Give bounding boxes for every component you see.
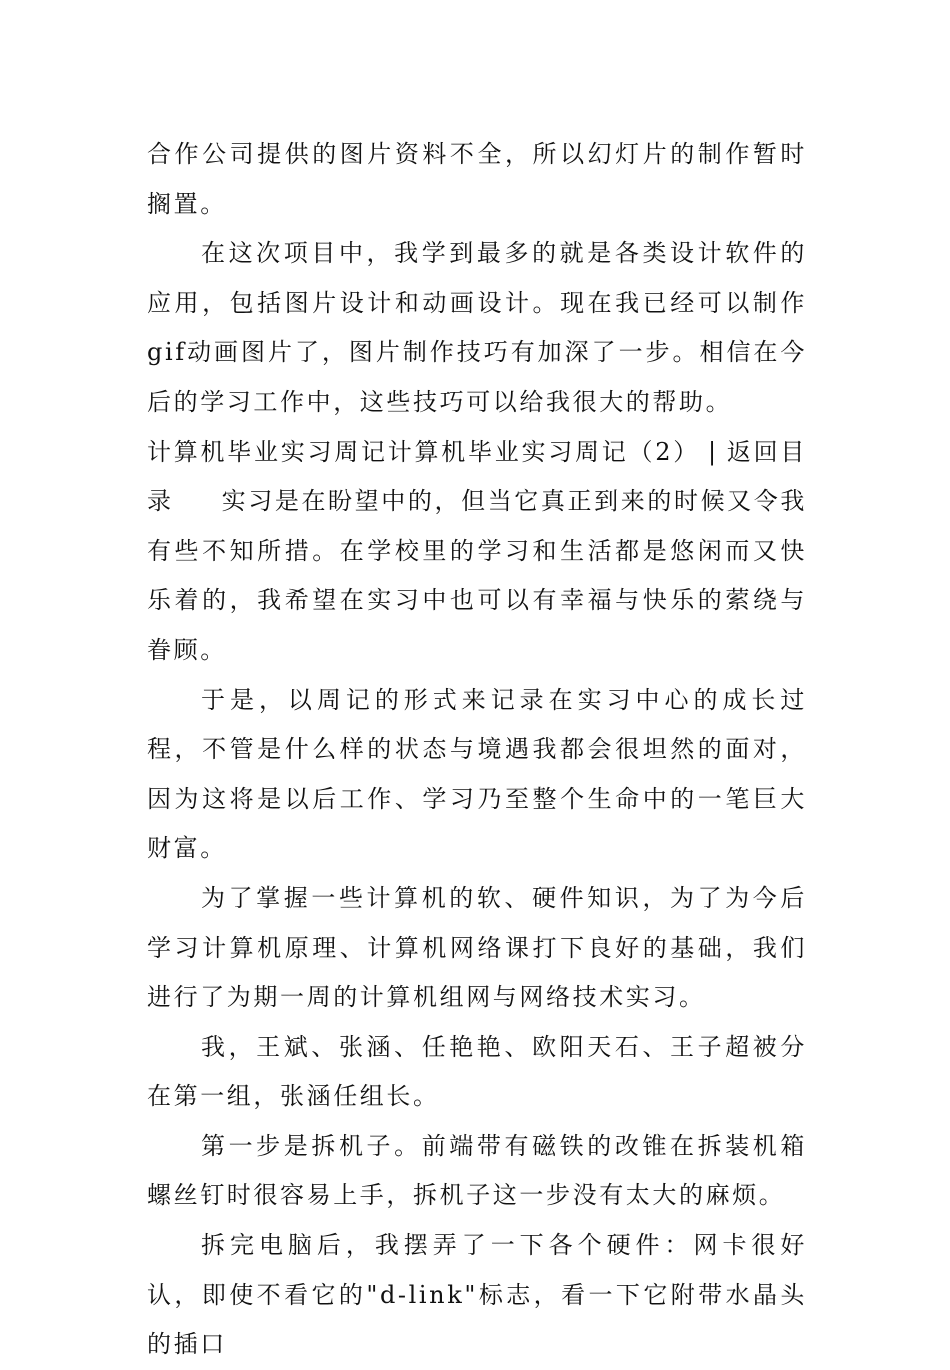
paragraph-project-summary: 在这次项目中，我学到最多的就是各类设计软件的应用，包括图片设计和动画设计。现在我已经可以制作gif动画图片了，图片制作技巧有加深了一步。相信在今后的学习工作中，这些技巧可以给我很大的帮助。 (147, 239, 807, 416)
paragraph-internship-intro: 实习是在盼望中的，但当它真正到来的时候又令我有些不知所措。在学校里的学习和生活都是悠闲而又快乐着的，我希望在实习中也可以有幸福与快乐的萦绕与眷顾。 (147, 487, 807, 664)
back-to-contents-link[interactable]: 返回目录 (147, 437, 807, 516)
section-heading-line (147, 428, 807, 676)
paragraph-internship-purpose: 为了掌握一些计算机的软、硬件知识，为了为今后学习计算机原理、计算机网络课打下良好的基础，我们进行了为期一周的计算机组网与网络技术实习。 (147, 883, 807, 1012)
paragraph-group-members: 我，王斌、张涵、任艳艳、欧阳天石、王子超被分在第一组，张涵任组长。 (147, 1032, 807, 1111)
paragraph-hardware: 拆完电脑后，我摆弄了一下各个硬件：网卡很好认，即使不看它的"d-link"标志，看一下它附带水晶头的插口 (147, 1231, 807, 1359)
title-separator: | (708, 437, 719, 466)
paragraph-disassembly: 第一步是拆机子。前端带有磁铁的改锥在拆装机箱螺丝钉时很容易上手，拆机子这一步没有太大的麻烦。 (147, 1131, 807, 1210)
document-body (147, 130, 807, 1370)
paragraph-weekly-journal: 于是，以周记的形式来记录在实习中心的成长过程，不管是什么样的状态与境遇我都会很坦然的面对，因为这将是以后工作、学习乃至整个生命中的一笔巨大财富。 (147, 685, 807, 863)
paragraph-continued: 合作公司提供的图片资料不全，所以幻灯片的制作暂时搁置。 (147, 140, 807, 218)
section-title: 计算机毕业实习周记计算机毕业实习周记（2） (147, 437, 701, 466)
